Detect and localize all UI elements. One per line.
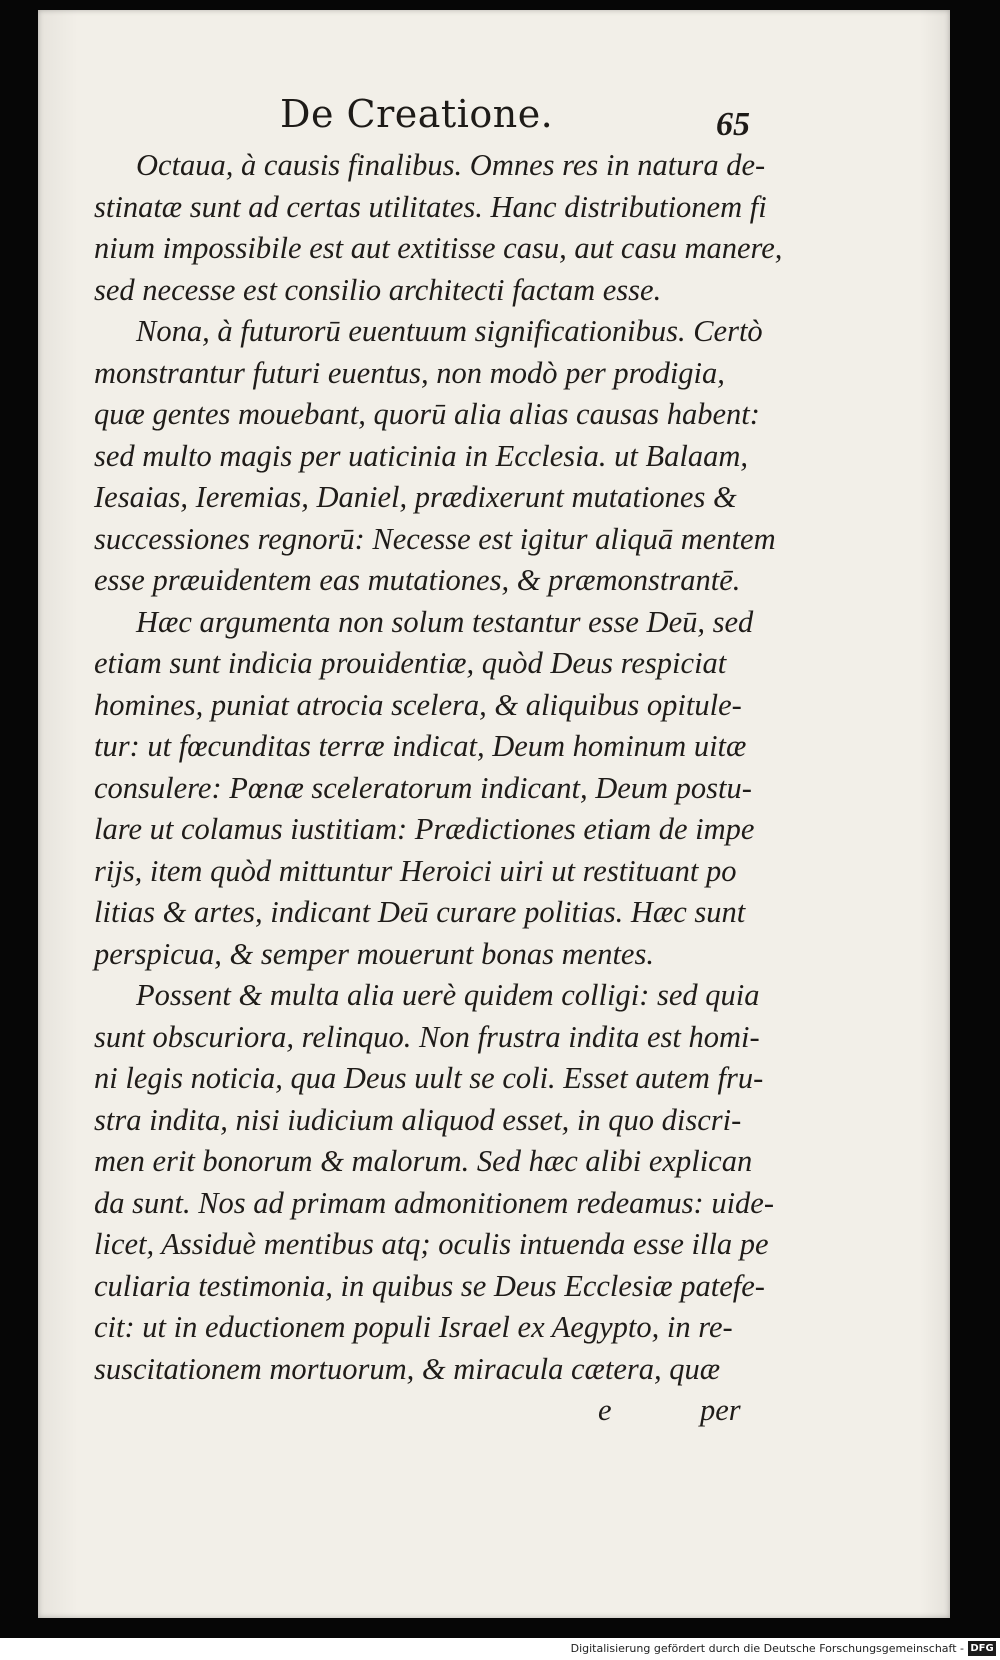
- text-line: sed necesse est consilio architecti factam esse.: [94, 272, 662, 307]
- catchword: per: [700, 1393, 741, 1427]
- text-line: da sunt. Nos ad primam admonitionem redeamus: uide-: [94, 1185, 774, 1220]
- text-line: Octaua, à causis finalibus. Omnes res in natura de-: [136, 148, 766, 182]
- text-line: stinatæ sunt ad certas utilitates. Hanc distributionem fi: [94, 189, 767, 224]
- text-line: litias & artes, indicant Deū curare politias. Hæc sunt: [94, 895, 746, 929]
- text-block: [94, 145, 783, 1432]
- text-line: etiam sunt indicia prouidentiæ, quòd Deus respiciat: [94, 646, 727, 680]
- text-line: licet, Assiduè mentibus atq; oculis intuenda esse illa pe: [94, 1227, 769, 1261]
- text-line: perspicua, & semper mouerunt bonas mentes.: [94, 936, 654, 971]
- text-line: successiones regnorū: Necesse est igitur aliquā mentem: [94, 521, 776, 556]
- signature-line: [94, 1390, 774, 1432]
- text-line: sed multo magis per uaticinia in Ecclesia. ut Balaam,: [94, 438, 748, 473]
- text-line: men erit bonorum & malorum. Sed hæc alibi explican: [94, 1144, 753, 1178]
- text-line: lare ut colamus iustitiam: Prædictiones etiam de impe: [94, 812, 755, 846]
- text-line: quæ gentes mouebant, quorū alia alias causas habent:: [94, 397, 760, 431]
- text-line: Possent & multa alia uerè quidem colligi: sed quia: [136, 978, 760, 1012]
- text-line: rijs, item quòd mittuntur Heroici uiri ut restituant po: [94, 853, 737, 888]
- text-line: suscitationem mortuorum, & miracula cætera, quæ: [94, 1351, 721, 1386]
- text-line: ni legis noticia, qua Deus uult se coli. Esset autem fru-: [94, 1061, 764, 1095]
- text-line: Nona, à futurorū euentuum significationibus. Certò: [136, 314, 763, 348]
- running-head: De Creatione.: [280, 92, 554, 136]
- dfg-logo-icon: DFG: [968, 1641, 996, 1656]
- signature-mark: e: [598, 1393, 612, 1427]
- footer-bar: [0, 1638, 1000, 1660]
- text-line: homines, puniat atrocia scelera, & aliquibus opitule-: [94, 687, 742, 722]
- text-line: stra indita, nisi iudicium aliquod esset, in quo discri-: [94, 1102, 742, 1137]
- text-line: sunt obscuriora, relinquo. Non frustra indita est homi-: [94, 1019, 760, 1054]
- digitization-credit: Digitalisierung gefördert durch die Deutsche Forschungsgemeinschaft -: [570, 1642, 964, 1655]
- text-line: cit: ut in eductionem populi Israel ex Aegypto, in re-: [94, 1310, 733, 1344]
- text-line: Iesaias, Ieremias, Daniel, prædixerunt mutationes &: [94, 480, 737, 514]
- text-line: esse præuidentem eas mutationes, & præmonstrantē.: [94, 563, 741, 597]
- text-line: tur: ut fœcunditas terræ indicat, Deum hominum uitæ: [94, 729, 747, 763]
- text-line: Hæc argumenta non solum testantur esse Deū, sed: [136, 604, 754, 639]
- page-number: 65: [716, 106, 750, 143]
- text-line: culiaria testimonia, in quibus se Deus Ecclesiæ patefe-: [94, 1268, 765, 1303]
- text-line: consulere: Pœnæ sceleratorum indicant, Deum postu-: [94, 770, 752, 805]
- book-page: [38, 10, 950, 1618]
- text-line: nium impossibile est aut extitisse casu, aut casu manere,: [94, 231, 783, 265]
- text-line: monstrantur futuri euentus, non modò per prodigia,: [94, 355, 725, 390]
